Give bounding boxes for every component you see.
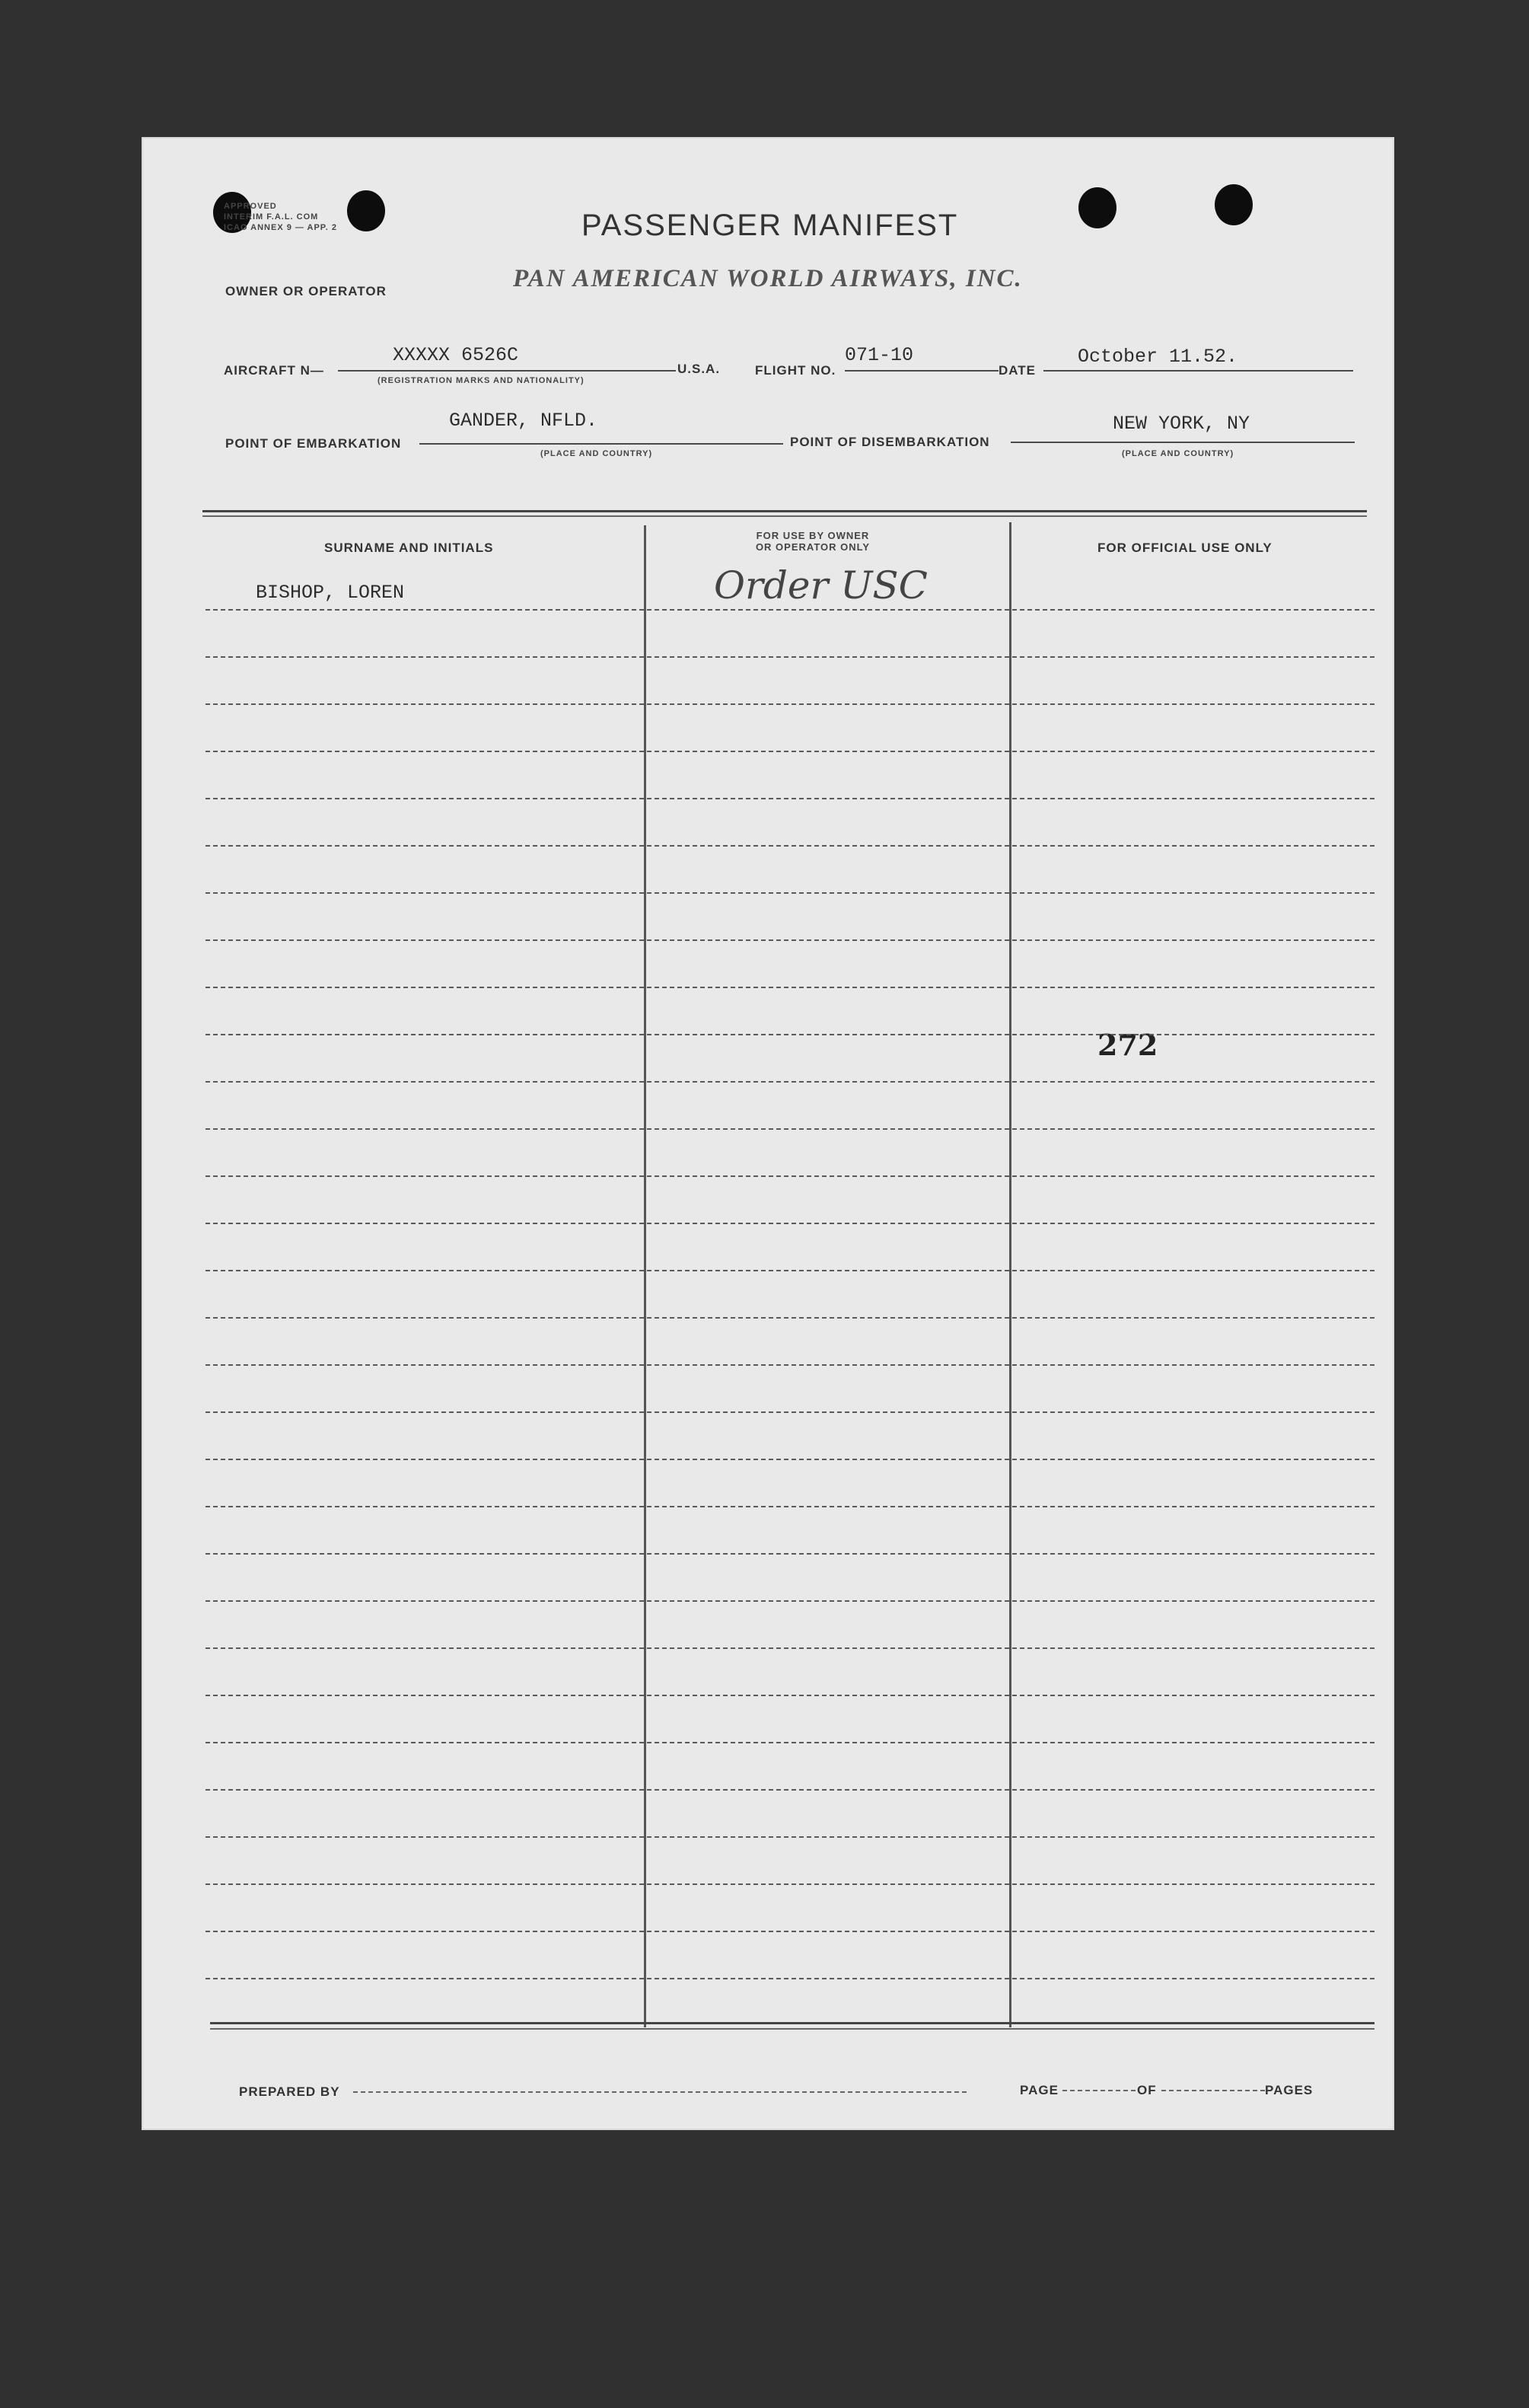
ruled-line bbox=[205, 1270, 1375, 1271]
prepared-by-label: PREPARED BY bbox=[239, 2084, 340, 2099]
ruled-line bbox=[205, 892, 1375, 894]
date-underline bbox=[1043, 370, 1353, 372]
flight-underline bbox=[845, 370, 999, 372]
embark-value: GANDER, NFLD. bbox=[449, 410, 598, 432]
disembark-sub: (PLACE AND COUNTRY) bbox=[1122, 449, 1234, 458]
approval-line-2: INTERIM F.A.L. COM bbox=[224, 212, 319, 222]
pages-label: PAGES bbox=[1265, 2083, 1314, 2097]
ruled-line bbox=[205, 1695, 1375, 1696]
embark-sub: (PLACE AND COUNTRY) bbox=[540, 449, 653, 458]
ruled-line bbox=[205, 1317, 1375, 1319]
flight-label: FLIGHT NO. bbox=[755, 363, 836, 378]
ruled-line bbox=[205, 656, 1375, 658]
ruled-line bbox=[205, 1978, 1375, 1979]
ruled-line bbox=[205, 1742, 1375, 1743]
embark-underline bbox=[419, 443, 783, 445]
punch-hole bbox=[347, 190, 385, 231]
owner-value: PAN AMERICAN WORLD AIRWAYS, INC. bbox=[513, 265, 1023, 292]
ruled-line bbox=[205, 1128, 1375, 1130]
ruled-line bbox=[205, 1459, 1375, 1460]
approval-note bbox=[224, 201, 337, 233]
col-header-surname: SURNAME AND INITIALS bbox=[324, 541, 494, 555]
approval-line-1: APPROVED bbox=[224, 202, 277, 211]
disembark-label: POINT OF DISEMBARKATION bbox=[790, 435, 990, 449]
ruled-line bbox=[205, 1600, 1375, 1602]
page-title: PASSENGER MANIFEST bbox=[581, 209, 959, 242]
ruled-line bbox=[205, 1081, 1375, 1083]
ruled-line bbox=[205, 845, 1375, 847]
date-label: DATE bbox=[999, 363, 1037, 378]
col-header-owner-line1: FOR USE BY OWNER bbox=[756, 530, 870, 541]
approval-line-3: ICAO ANNEX 9 — APP. 2 bbox=[224, 223, 337, 232]
ruled-line bbox=[205, 609, 1375, 611]
usa-label: U.S.A. bbox=[677, 362, 721, 376]
passenger-name: BISHOP, LOREN bbox=[256, 582, 405, 604]
ruled-line bbox=[205, 703, 1375, 705]
top-rule-2 bbox=[202, 515, 1367, 517]
aircraft-value: XXXXX 6526C bbox=[393, 344, 519, 366]
flight-value: 071-10 bbox=[845, 344, 914, 366]
of-underline bbox=[1161, 2090, 1265, 2091]
ruled-line bbox=[205, 1883, 1375, 1885]
date-value: October 11.52. bbox=[1078, 346, 1238, 368]
punch-hole bbox=[1215, 184, 1253, 225]
of-label: OF bbox=[1137, 2083, 1157, 2097]
disembark-value: NEW YORK, NY bbox=[1113, 413, 1250, 435]
top-rule bbox=[202, 510, 1367, 512]
col-header-owner-line2: OR OPERATOR ONLY bbox=[755, 541, 871, 553]
ruled-line bbox=[205, 1789, 1375, 1791]
ruled-line bbox=[205, 1034, 1375, 1035]
passenger-owner-note: Order USC bbox=[714, 563, 928, 608]
disembark-underline bbox=[1011, 442, 1355, 443]
page-label: PAGE bbox=[1020, 2083, 1059, 2097]
col-header-owner-use bbox=[744, 530, 881, 553]
prepared-by-underline bbox=[353, 2091, 967, 2093]
ruled-line bbox=[205, 1223, 1375, 1224]
ruled-line bbox=[205, 1931, 1375, 1932]
ruled-line bbox=[205, 798, 1375, 799]
punch-hole bbox=[1078, 187, 1116, 228]
aircraft-label: AIRCRAFT N— bbox=[224, 363, 324, 378]
bottom-rule-2 bbox=[210, 2028, 1375, 2030]
column-divider-2 bbox=[1009, 522, 1011, 2027]
stamp-number: 272 bbox=[1097, 1028, 1158, 1062]
ruled-line bbox=[205, 1506, 1375, 1507]
ruled-line bbox=[205, 939, 1375, 941]
bottom-rule bbox=[210, 2022, 1375, 2024]
ruled-line bbox=[205, 1836, 1375, 1838]
aircraft-underline bbox=[338, 370, 676, 372]
ruled-line bbox=[205, 1553, 1375, 1555]
ruled-line bbox=[205, 1647, 1375, 1649]
manifest-form bbox=[142, 137, 1394, 2130]
col-header-official: FOR OFFICIAL USE ONLY bbox=[1097, 541, 1273, 555]
ruled-line bbox=[205, 1364, 1375, 1366]
embark-label: POINT OF EMBARKATION bbox=[225, 436, 402, 451]
owner-label: OWNER OR OPERATOR bbox=[225, 284, 387, 298]
ruled-line bbox=[205, 751, 1375, 752]
ruled-line bbox=[205, 1411, 1375, 1413]
ruled-line bbox=[205, 987, 1375, 988]
ruled-line bbox=[205, 1175, 1375, 1177]
aircraft-sub: (REGISTRATION MARKS AND NATIONALITY) bbox=[377, 376, 585, 385]
page-underline bbox=[1062, 2090, 1136, 2091]
